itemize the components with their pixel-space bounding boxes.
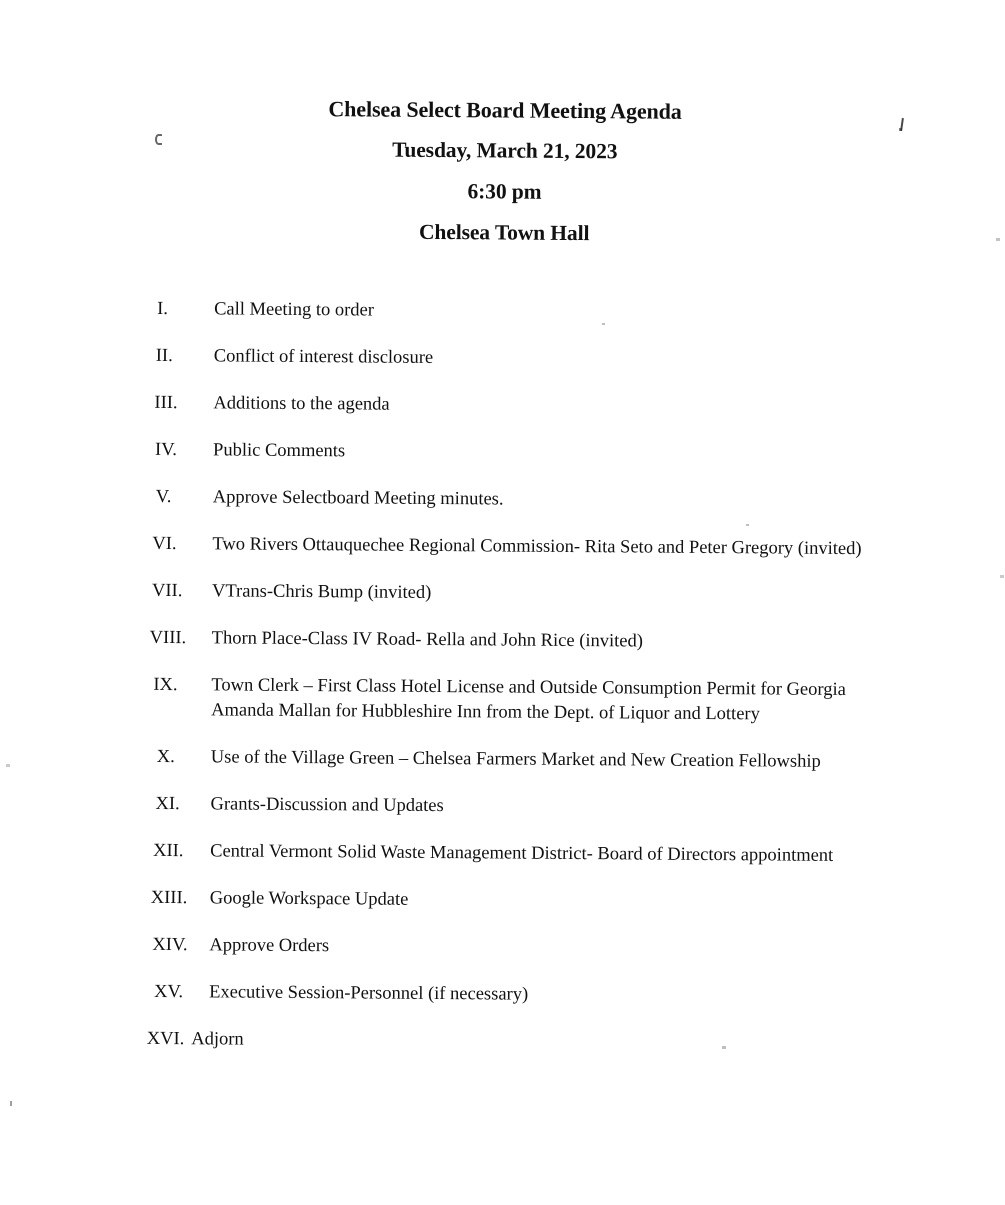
agenda-item — [149, 673, 909, 729]
agenda-item-numeral: VIII. — [149, 627, 187, 649]
scan-artifact-speck — [722, 1046, 726, 1049]
scan-artifact-speck — [6, 764, 10, 767]
agenda-item-text: Executive Session-Personnel (if necessary) — [209, 982, 529, 1005]
agenda-item — [149, 745, 909, 776]
agenda-item-numeral: XVI. — [146, 1028, 185, 1050]
agenda-item — [148, 886, 908, 917]
agenda-item — [147, 933, 907, 964]
agenda-item-numeral: III. — [154, 392, 178, 414]
agenda-item-text: Use of the Village Green – Chelsea Farmers Market and New Creation Fellowship — [210, 747, 821, 772]
agenda-item — [151, 438, 911, 469]
agenda-item — [151, 391, 911, 422]
agenda-item-text: Google Workspace Update — [209, 888, 409, 910]
scan-artifact-speck — [10, 1101, 12, 1106]
agenda-item — [152, 297, 912, 328]
meeting-venue: Chelsea Town Hall — [418, 219, 590, 246]
scan-artifact-speck — [996, 238, 1000, 241]
agenda-item-text: Adjorn — [191, 1029, 244, 1050]
agenda-item — [148, 792, 908, 823]
agenda-list — [147, 297, 913, 1080]
agenda-item-numeral: XIII. — [150, 887, 188, 909]
agenda-item-text: Approve Orders — [209, 935, 330, 957]
scan-artifact-speck — [746, 524, 749, 526]
agenda-item-numeral: I. — [157, 298, 168, 320]
agenda-item — [150, 579, 910, 610]
agenda-item-text: Town Clerk – First Class Hotel License and Outside Consumption Permit for Georgia Amanda Mallan for Hubbleshire Inn from the Dept. of Liquor and Lottery — [211, 675, 846, 725]
agenda-item-numeral: II. — [155, 345, 173, 367]
document-heading — [3, 86, 1005, 257]
agenda-item-numeral: XII. — [153, 840, 184, 862]
agenda-item-text: Approve Selectboard Meeting minutes. — [212, 487, 504, 510]
agenda-item-numeral: VII. — [151, 580, 183, 602]
document-title: Chelsea Select Board Meeting Agenda — [328, 96, 682, 124]
agenda-item-numeral: XV. — [154, 981, 184, 1003]
agenda-item — [150, 626, 910, 657]
scan-artifact-speck — [899, 128, 902, 131]
agenda-item-numeral: XIV. — [152, 934, 188, 956]
agenda-item-numeral: V. — [155, 486, 172, 508]
agenda-item-text: Central Vermont Solid Waste Management District- Board of Directors appointment — [210, 841, 834, 866]
meeting-date: Tuesday, March 21, 2023 — [392, 137, 618, 164]
agenda-item-text: Conflict of interest disclosure — [213, 346, 434, 368]
agenda-item-numeral: IX. — [153, 674, 178, 696]
scan-artifact-speck — [602, 323, 605, 325]
agenda-item — [152, 344, 912, 375]
agenda-item — [147, 980, 907, 1011]
agenda-item-text: VTrans-Chris Bump (invited) — [211, 581, 432, 603]
agenda-item-text: Two Rivers Ottauquechee Regional Commission- Rita Seto and Peter Gregory (invited) — [212, 534, 862, 560]
agenda-item — [151, 485, 911, 516]
agenda-item-numeral: X. — [156, 746, 175, 768]
agenda-item-text: Grants-Discussion and Updates — [210, 794, 444, 817]
agenda-item-numeral: XI. — [155, 793, 180, 815]
agenda-item — [148, 839, 908, 870]
agenda-item — [147, 1027, 907, 1058]
scan-artifact-speck — [155, 134, 162, 145]
agenda-item-numeral: VI. — [152, 533, 177, 555]
agenda-item-text: Additions to the agenda — [213, 393, 390, 415]
scan-artifact-speck — [1000, 575, 1004, 578]
agenda-item — [150, 532, 910, 563]
agenda-item-numeral: IV. — [155, 439, 177, 461]
agenda-item-text: Public Comments — [213, 440, 346, 462]
agenda-item-text: Call Meeting to order — [214, 299, 374, 321]
agenda-item-text: Thorn Place-Class IV Road- Rella and John Rice (invited) — [211, 628, 644, 652]
meeting-time: 6:30 pm — [467, 179, 542, 204]
